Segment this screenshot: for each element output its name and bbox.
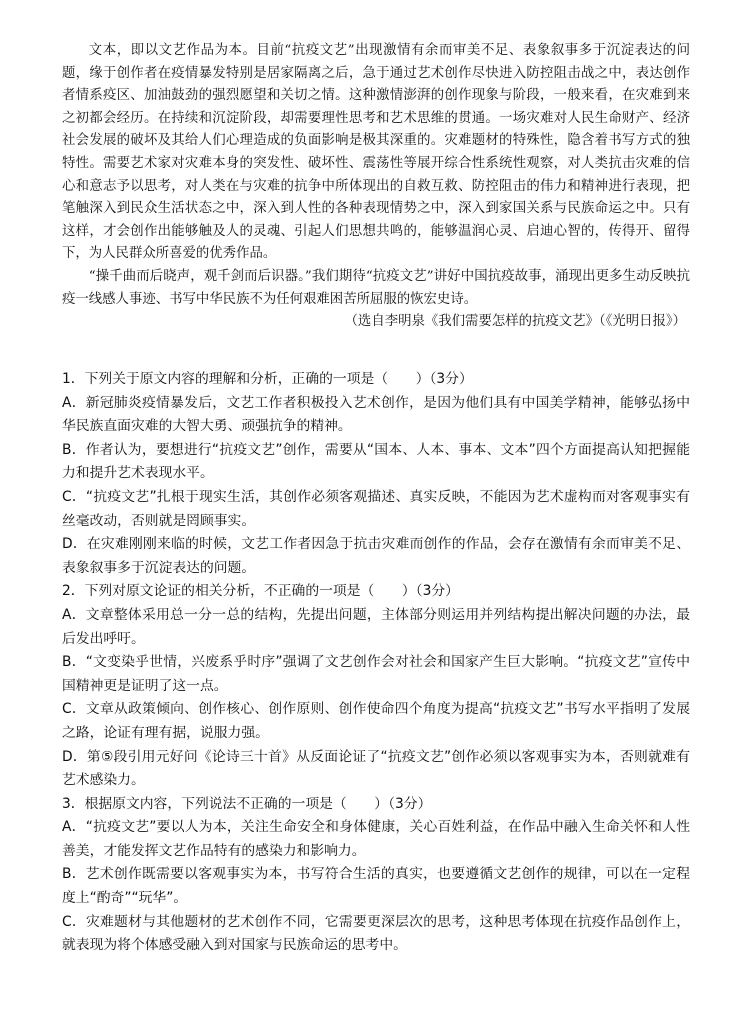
question-1 <box>62 368 690 580</box>
question-stem: 3．根据原文内容，下列说法不正确的一项是（ ）（3分） <box>62 795 432 812</box>
passage-paragraph: 文本，即以文艺作品为本。目前“抗疫文艺”出现激情有余而审美不足、表象叙事多于沉淀表达的问题，缘于创作者在疫情暴发特别是居家隔离之后，急于通过艺术创作尽快进入防控阻击战之中，表达创作者情系疫区、加油鼓劲的强烈愿望和关切之情。这种激情澎湃的创作现象与阶段，一般来看，在灾难到来之初都会经历。在持续和沉淀阶段，却需要理性思考和艺术思维的贯通。一场灾难对人民生命财产、经济社会发展的破坏及其给人们心理造成的负面影响是极其深重的。灾难题材的特殊性，隐含着书写方式的独特性。需要艺术家对灾难本身的突发性、破坏性、震荡性等展开综合性系统性观察，对人类抗击灾难的信心和意志予以思考，对人类在与灾难的抗争中所体现出的自救互救、防控阻击的伟力和精神进行表现，把笔触深入到民众生活状态之中，深入到人性的各种表现情势之中，深入到家国关系与民族命运之中。只有这样，才会创作出能够触及人的灵魂、引起人们思想共鸣的，能够温润心灵、启迪心智的，传得开、留得下，为人民群众所喜爱的优秀作品。 <box>62 43 690 262</box>
question-option: C．文章从政策倾向、创作核心、创作原则、创作使命四个角度为提高“抗疫文艺”书写水平指明了发展之路，论证有理有据，说服力强。 <box>62 701 690 741</box>
question-stem: 2．下列对原文论证的相关分析，不正确的一项是（ ）（3分） <box>62 583 459 600</box>
question-option: B．“文变染乎世情，兴废系乎时序”强调了文艺创作会对社会和国家产生巨大影响。“抗疫文艺”宣传中国精神更是证明了这一点。 <box>62 654 690 694</box>
reading-passage <box>62 40 690 334</box>
question-option: B．艺术创作既需要以客观事实为本，书写符合生活的真实，也要遵循文艺创作的规律，可以在一定程度上“酌奇”“玩华”。 <box>62 866 690 907</box>
question-2 <box>62 580 690 792</box>
question-option: B．作者认为，要想进行“抗疫文艺”创作，需要从“国本、人本、事本、文本”四个方面提高认知把握能力和提升艺术表现水平。 <box>62 441 690 482</box>
question-option: A．文章整体采用总一分一总的结构，先提出问题，主体部分则运用并列结构提出解决问题的办法，最后发出呼吁。 <box>62 606 690 647</box>
passage-paragraph: “操千曲而后晓声，观千剑而后识器。”我们期待“抗疫文艺”讲好中国抗疫故事，涌现出更多生动反映抗疫一线感人事迹、书写中华民族不为任何艰难困苦所屈服的恢宏史诗。 <box>62 268 690 307</box>
question-option: C．“抗疫文艺”扎根于现实生活，其创作必须客观描述、真实反映，不能因为艺术虚构而对客观事实有丝毫改动，否则就是罔顾事实。 <box>62 488 690 529</box>
question-3 <box>62 793 690 958</box>
question-option: D．在灾难刚刚来临的时候，文艺工作者因急于抗击灾难而创作的作品，会存在激情有余而审美不足、表象叙事多于沉淀表达的问题。 <box>62 536 690 576</box>
question-option: A．“抗疫文艺”要以人为本，关注生命安全和身体健康，关心百姓利益，在作品中融入生命关怀和人性善美，才能发挥文艺作品特有的感染力和影响力。 <box>62 819 690 859</box>
question-option: A．新冠肺炎疫情暴发后，文艺工作者积极投入艺术创作，是因为他们具有中国美学精神，能够弘扬中华民族直面灾难的大智大勇、顽强抗争的精神。 <box>62 394 690 435</box>
question-list <box>62 368 690 958</box>
passage-source: （选自李明泉《我们需要怎样的抗疫文艺》（《光明日报》） <box>344 314 686 330</box>
question-option: C．灾难题材与其他题材的艺术创作不同，它需要更深层次的思考，这种思考体现在抗疫作品创作上，就表现为将个体感受融入到对国家与民族命运的思考中。 <box>62 913 690 954</box>
question-option: D．第⑤段引用元好问《论诗三十首》从反面论证了“抗疫文艺”创作必须以客观事实为本，否则就难有艺术感染力。 <box>62 748 690 789</box>
question-stem: 1．下列关于原文内容的理解和分析，正确的一项是（ ）（3分） <box>62 371 473 387</box>
